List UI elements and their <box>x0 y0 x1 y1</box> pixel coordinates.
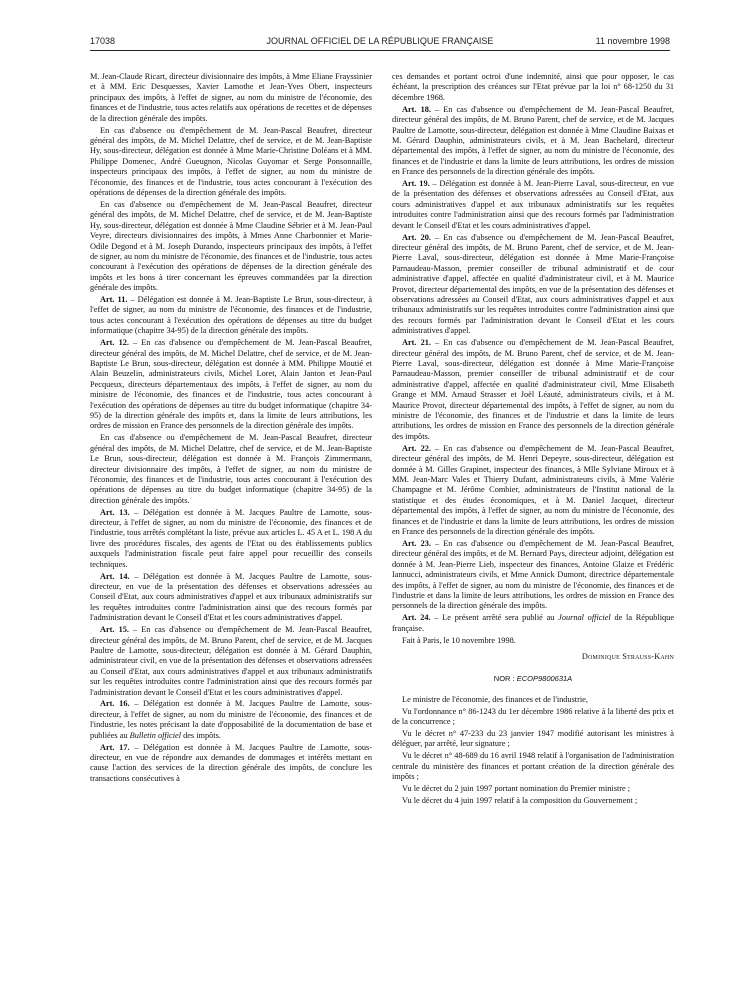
article-13: Art. 13. – Délégation est donnée à M. Jacques Paultre de Lamotte, sous-directeur, à l'effet de signer, au nom du ministre de l'économie, des finances et de l'industrie, tous arrêtés complétant la liste, prévue aux articles L. 45 A et L. 198 A du livre des procédures fiscales, des agents de l'Etat ou des établissements publics auxquels l'administration fiscale peut faire appel pour recueillir des conseils techniques. <box>90 507 372 569</box>
paragraph: ces demandes et portant octroi d'une indemnité, ainsi que pour opposer, le cas échéant, la prescription des créances sur l'Etat prévue par la loi n° 68-1250 du 31 décembre 1968. <box>392 72 674 102</box>
paragraph: En cas d'absence ou d'empêchement de M. Jean-Pascal Beaufret, directeur général des impôts, de M. Michel Delattre, chef de service, et de M. Jean-Baptiste Hy, sous-directeur, délégation est donnée à Mme Claudine Sébrier et à M. Jean-Paul Veyre, directeurs divisionnaires des impôts, à Mmes Anne Charbonnier et Marie-Odile Degond et à M. Joseph Durando, inspecteurs principaux des impôts, à l'effet de signer, au nom du ministre de l'économie, des finances et de l'industrie, tous actes concourant à l'exécution des opérations de dépenses de la direction générale des impôts et les bons à tirer concernant les épreuves commandées par la direction générale des impôts. <box>90 199 372 293</box>
paragraph: M. Jean-Claude Ricart, directeur divisionnaire des impôts, à Mme Eliane Frayssinier et à MM. Eric Desquesses, Xavier Lamothe et Jean-Yves Obert, inspecteurs principaux des impôts, à l'effet de signer, au nom du ministre de l'économie, des finances et de l'industrie, tous actes relatifs aux opérations de recettes et de dépenses de la direction générale des impôts. <box>90 72 372 123</box>
article-24: Art. 24. – Le présent arrêté sera publié au Journal officiel de la République française. <box>392 613 674 633</box>
paragraph: Vu l'ordonnance n° 86-1243 du 1er décembre 1986 relative à la liberté des prix et de la concurrence ; <box>392 706 674 727</box>
paragraph: En cas d'absence ou d'empêchement de M. Jean-Pascal Beaufret, directeur général des impôts, de M. Michel Delattre, chef de service, et de M. Jean-Baptiste Le Brun, sous-directeur, délégation est donnée à M. François Zimmermann, directeur divisionnaire des impôts, à l'effet de signer, au nom du ministre de l'économie, des finances et de l'industrie, tous actes concourant à l'exécution des opérations de dépenses au titre du budget informatique (chapitre 34-95) de la direction générale des impôts. <box>90 433 372 505</box>
article-23: Art. 23. – En cas d'absence ou d'empêchement de M. Jean-Pascal Beaufret, directeur général des impôts, et de M. Bernard Pays, directeur adjoint, délégation est donnée à M. Jean-Pierre Lieb, inspecteur des finances, Antoine Glaize et Frédéric Iannucci, administrateurs civils, et Mme Annick Dumont, directrice départementale des impôts, à l'effet de signer, au nom du ministre de l'économie, des finances et de l'industrie et dans la limite de leurs attributions, les ordres de mission en France des personnels de la direction générale des impôts. <box>392 538 674 611</box>
article-16: Art. 16. – Délégation est donnée à M. Jacques Paultre de Lamotte, sous-directeur, à l'effet de signer, au nom du ministre de l'économie, des finances et de l'industrie, les notes précisant la date d'opposabilité de la documentation de base et publiées au Bulletin officiel des impôts. <box>90 699 372 740</box>
article-19: Art. 19. – Délégation est donnée à M. Jean-Pierre Laval, sous-directeur, en vue de la présentation des défenses et observations adressées au Conseil d'Etat, aux cours administratives d'appel et aux tribunaux administratifs sur les requêtes introduites contre l'administration ainsi que des recours formés par l'administration devant le Conseil d'Etat et les cours administratives d'appel. <box>392 179 674 230</box>
journal-title: JOURNAL OFFICIEL DE LA RÉPUBLIQUE FRANÇAISE <box>266 36 494 46</box>
article-20: Art. 20. – En cas d'absence ou d'empêchement de M. Jean-Pascal Beaufret, directeur général des impôts, de M. Bruno Parent, chef de service, et de M. Jean-Pierre Laval, sous-directeur, délégation est donnée à Mme Marie-Françoise Parnaudeau-Masson, premier conseiller de tribunal administratif et de cour administrative d'appel, affectée en qualité d'administrateur civil, et à M. Maurice Provot, directeur départemental des impôts, en vue de la présentation des défenses et observations adressées au Conseil d'Etat, aux cours administratives d'appel et aux tribunaux administratifs sur les requêtes introduites contre l'administration ainsi que des recours formés par l'administration devant le Conseil d'Etat et les cours administratives d'appel. <box>392 232 674 336</box>
paragraph: Le ministre de l'économie, des finances et de l'industrie, <box>402 694 588 704</box>
article-12: Art. 12. – En cas d'absence ou d'empêchement de M. Jean-Pascal Beaufret, directeur général des impôts, de M. Michel Delattre, chef de service, et de M. Jean-Baptiste Le Brun, sous-directeur, délégation est donnée à MM. Philippe Moutié et Alain Beuzelin, administrateurs civils, Michel Loret, Alain Janton et Jean-Paul Pecqueux, directeurs départementaux des impôts, à l'effet de signer, au nom du ministre de l'économie, des finances et de l'industrie, tous actes concourant à l'exécution des opérations de dépenses au titre du budget informatique (chapitre 34-95) de la direction générale des impôts et, dans la limite de leurs attributions, les ordres de mission en France des personnels de la direction générale des impôts. <box>90 338 372 431</box>
header-rule <box>90 50 670 51</box>
left-column <box>90 72 372 984</box>
article-11: Art. 11. – Délégation est donnée à M. Jean-Baptiste Le Brun, sous-directeur, à l'effet de signer, au nom du ministre de l'économie, des finances et de l'industrie, tous actes concourant à l'exécution des opérations de dépenses au titre du budget informatique (chapitre 34-95) de la direction générale des impôts. <box>90 295 372 336</box>
place-date: Fait à Paris, le 10 novembre 1998. <box>402 635 516 645</box>
right-column <box>392 72 674 984</box>
article-14: Art. 14. – Délégation est donnée à M. Jacques Paultre de Lamotte, sous-directeur, en vue de la présentation des défenses et observations adressées au Conseil d'Etat, aux cours administratives d'appel et aux tribunaux administratifs sur les requêtes introduites contre l'administration ainsi que des recours formés par l'administration devant le Conseil d'Etat et les cours administratives d'appel. <box>90 571 372 623</box>
article-21: Art. 21. – En cas d'absence ou d'empêchement de M. Jean-Pascal Beaufret, directeur général des impôts, de M. Bruno Parent, chef de service, et de M. Jean-Pierre Laval, sous-directeur, délégation est donnée à Mme Marie-Françoise Parnaudeau-Masson, premier conseiller de tribunal administratif et de cour administrative d'appel, affectée en qualité d'administrateur civil, Mme Elisabeth Grange et MM. Arnaud Strasser et Joël Léauté, administrateurs civils, et à M. Maurice Provot, directeur départemental des impôts, à l'effet de signer, au nom du ministre de l'économie, des finances et de l'industrie et dans la limite de leurs attributions, les ordres de mission en France des personnels de la direction générale des impôts. <box>392 338 674 441</box>
signature: Dominique Strauss-Kahn <box>581 651 674 661</box>
paragraph: Vu le décret du 2 juin 1997 portant nomination du Premier ministre ; <box>402 784 631 793</box>
article-15: Art. 15. – En cas d'absence ou d'empêchement de M. Jean-Pascal Beaufret, directeur général des impôts, de M. Bruno Parent, chef de service, et de M. Jacques Paultre de Lamotte, sous-directeur, délégation est donnée à M. Gérard Dauphin, administrateur civil, en vue de la présentation des défenses et observations adressées au Conseil d'Etat, aux cours administratives d'appel et aux tribunaux administratifs sur les requêtes introduites contre l'administration ainsi que des recours formés par l'administration devant le Conseil d'Etat et les cours administratives d'appel. <box>90 625 372 697</box>
page-number: 17038 <box>90 36 116 46</box>
paragraph: Vu le décret du 4 juin 1997 relatif à la composition du Gouvernement ; <box>402 795 638 805</box>
paragraph: En cas d'absence ou d'empêchement de M. Jean-Pascal Beaufret, directeur général des impôts, de M. Michel Delattre, chef de service, et de M. Jean-Baptiste Hy, sous-directeur, délégation est donnée à Mme Marie-Christine Doléans et à MM. Philippe Domenec, André Gueugnon, Nicolas Guyomar et Serge Ponsonnaille, inspecteurs principaux des impôts, à l'effet de signer, au nom du ministre de l'économie, des finances et de l'industrie, tous actes concourant à l'exécution des opérations de dépenses de la direction générale des impôts. <box>90 125 372 197</box>
paragraph: Vu le décret n° 48-689 du 16 avril 1948 relatif à l'organisation de l'administration centrale du ministère des finances et portant création de la direction générale des impôts ; <box>392 751 674 782</box>
page-header <box>90 36 670 54</box>
nor-reference: NOR : ECOP9800631A <box>493 674 573 684</box>
paragraph: Vu le décret n° 47-233 du 23 janvier 1947 modifié autorisant les ministres à déléguer, par arrêté, leur signature ; <box>392 728 674 749</box>
issue-date: 11 novembre 1998 <box>595 36 670 46</box>
article-22: Art. 22. – En cas d'absence ou d'empêchement de M. Jean-Pascal Beaufret, directeur général des impôts, de M. Henri Depeyre, sous-directeur, délégation est donnée à M. Gilles Grapinet, inspecteur des finances, à Mlle Sylviane Miroux et à MM. Jean-Marc Vales et Thierry Dufant, administrateurs civils, à Mme Valérie Champagne et M. Jérôme Combier, administrateurs de l'Institut national de la statistique et des études économiques, et à M. Daniel Jacquet, directeur départemental des impôts, à l'effet de signer, au nom du ministre de l'économie, des finances et de l'industrie et dans la limite de leurs attributions, les ordres de mission en France des personnels de la direction générale des impôts. <box>392 443 674 536</box>
article-17: Art. 17. – Délégation est donnée à M. Jacques Paultre de Lamotte, sous-directeur, en vue de répondre aux demandes de dommages et intérêts mettant en cause l'action des services de la direction générale des impôts, de conclure les transactions consécutives à <box>90 742 372 783</box>
article-18: Art. 18. – En cas d'absence ou d'empêchement de M. Jean-Pascal Beaufret, directeur général des impôts, de M. Bruno Parent, chef de service, et de M. Jacques Paultre de Lamotte, sous-directeur, délégation est donnée à Mme Claudine Baixas et M. Gérard Dauphin, administrateurs civils, et à M. Jean Bachelard, directeur départemental des impôts, à l'effet de signer, au nom du ministre de l'économie, des finances et de l'industrie et dans la limite de leurs attributions, les ordres de mission en France des personnels de la direction générale des impôts. <box>392 104 674 177</box>
